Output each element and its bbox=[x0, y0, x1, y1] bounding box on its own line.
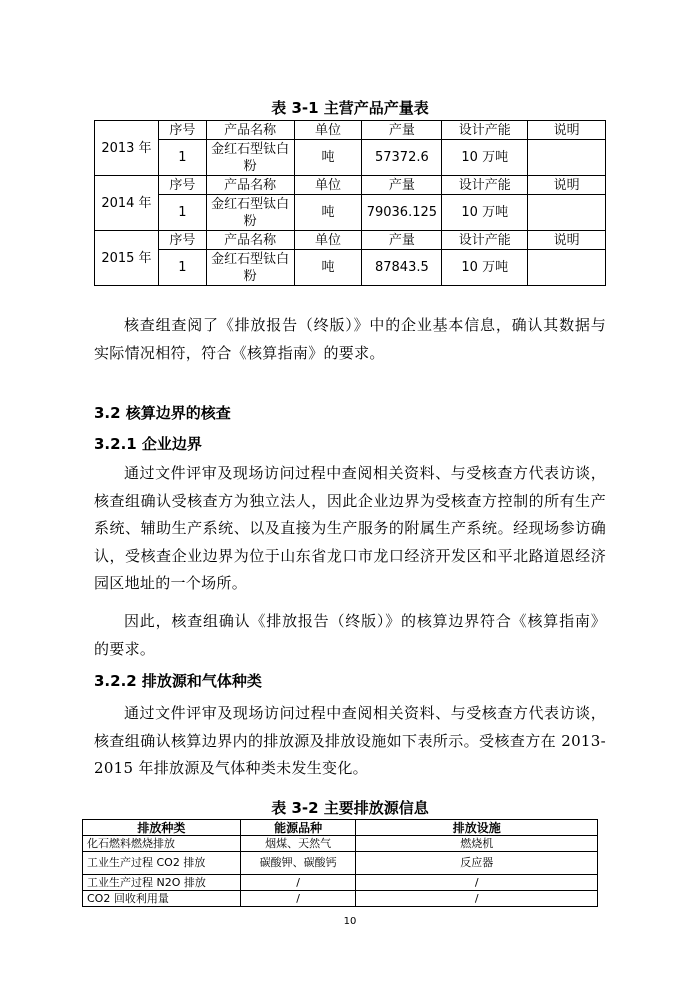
year-cell: 2014 年 bbox=[95, 176, 159, 231]
table2-caption: 表 3-2 主要排放源信息 bbox=[271, 799, 429, 817]
subsection-heading: 3.2.1 企业边界 bbox=[94, 435, 202, 453]
table-cell: 1 bbox=[158, 140, 206, 176]
table-cell: / bbox=[356, 875, 598, 891]
table-row bbox=[95, 176, 606, 195]
table-cell: 吨 bbox=[294, 195, 362, 231]
header-cell: 设计产能 bbox=[442, 121, 528, 140]
table-cell: 烟煤、天然气 bbox=[240, 836, 356, 852]
table1-caption: 表 3-1 主营产品产量表 bbox=[271, 99, 429, 117]
table-row bbox=[95, 140, 606, 176]
table-cell: CO2 回收利用量 bbox=[83, 891, 241, 907]
product-output-table bbox=[94, 120, 606, 286]
header-cell: 能源品种 bbox=[240, 820, 356, 836]
section-heading: 3.2 核算边界的核查 bbox=[94, 404, 231, 422]
header-cell: 产量 bbox=[362, 121, 442, 140]
header-cell: 序号 bbox=[158, 121, 206, 140]
table-cell: 10 万吨 bbox=[442, 250, 528, 286]
table-cell: 燃烧机 bbox=[356, 836, 598, 852]
header-cell: 产品名称 bbox=[206, 176, 294, 195]
year-cell: 2015 年 bbox=[95, 231, 159, 286]
page-number: 10 bbox=[343, 916, 357, 927]
table-cell: 反应器 bbox=[356, 852, 598, 875]
table-cell: 10 万吨 bbox=[442, 195, 528, 231]
table-cell: 10 万吨 bbox=[442, 140, 528, 176]
table-cell: 吨 bbox=[294, 250, 362, 286]
header-cell: 设计产能 bbox=[442, 176, 528, 195]
paragraph: 通过文件评审及现场访问过程中查阅相关资料、与受核查方代表访谈，核查组确认受核查方为独立法人，因此企业边界为受核查方控制的所有生产系统、辅助生产系统、以及直接为生产服务的附属生产系统。经现场参访确认，受核查企业边界为位于山东省龙口市龙口经济开发区和平北路道恩经济园区地址的一个场所。 bbox=[94, 464, 606, 592]
paragraph: 核查组查阅了《排放报告（终版）》中的企业基本信息，确认其数据与实际情况相符，符合《核算指南》的要求。 bbox=[94, 316, 606, 362]
paragraph: 通过文件评审及现场访问过程中查阅相关资料、与受核查方代表访谈，核查组确认核算边界内的排放源及排放设施如下表所示。受核查方在 2013-2015 年排放源及气体种类未发生变化。 bbox=[94, 704, 606, 777]
table-header-row bbox=[83, 820, 598, 836]
header-cell: 产量 bbox=[362, 231, 442, 250]
header-cell: 单位 bbox=[294, 176, 362, 195]
header-cell: 产量 bbox=[362, 176, 442, 195]
table-cell: 吨 bbox=[294, 140, 362, 176]
header-cell: 说明 bbox=[528, 231, 606, 250]
table-row bbox=[95, 250, 606, 286]
table-cell: 工业生产过程 N2O 排放 bbox=[83, 875, 241, 891]
header-cell: 单位 bbox=[294, 231, 362, 250]
table-cell: 工业生产过程 CO2 排放 bbox=[83, 852, 241, 875]
table-cell: / bbox=[240, 891, 356, 907]
table-cell: / bbox=[240, 875, 356, 891]
header-cell: 设计产能 bbox=[442, 231, 528, 250]
table-row bbox=[83, 875, 598, 891]
table-row bbox=[95, 121, 606, 140]
table-cell bbox=[528, 140, 606, 176]
paragraph: 因此，核查组确认《排放报告（终版）》的核算边界符合《核算指南》的要求。 bbox=[94, 612, 606, 658]
table-row bbox=[95, 195, 606, 231]
table-cell: 金红石型钛白粉 bbox=[206, 250, 294, 286]
header-cell: 单位 bbox=[294, 121, 362, 140]
table-cell: 金红石型钛白粉 bbox=[206, 140, 294, 176]
table-cell: 57372.6 bbox=[362, 140, 442, 176]
subsection-heading: 3.2.2 排放源和气体种类 bbox=[94, 672, 262, 690]
header-cell: 说明 bbox=[528, 121, 606, 140]
header-cell: 序号 bbox=[158, 231, 206, 250]
header-cell: 产品名称 bbox=[206, 231, 294, 250]
table-cell: 1 bbox=[158, 195, 206, 231]
table-row bbox=[83, 852, 598, 875]
table-cell: 79036.125 bbox=[362, 195, 442, 231]
table-cell: 碳酸钾、碳酸钙 bbox=[240, 852, 356, 875]
table-row bbox=[95, 231, 606, 250]
header-cell: 排放设施 bbox=[356, 820, 598, 836]
table-cell: 金红石型钛白粉 bbox=[206, 195, 294, 231]
table-row bbox=[83, 891, 598, 907]
emission-source-table bbox=[82, 819, 598, 907]
table-cell: / bbox=[356, 891, 598, 907]
table-cell: 化石燃料燃烧排放 bbox=[83, 836, 241, 852]
table-cell: 87843.5 bbox=[362, 250, 442, 286]
table-cell bbox=[528, 195, 606, 231]
table-cell bbox=[528, 250, 606, 286]
year-cell: 2013 年 bbox=[95, 121, 159, 176]
header-cell: 说明 bbox=[528, 176, 606, 195]
table-cell: 1 bbox=[158, 250, 206, 286]
header-cell: 产品名称 bbox=[206, 121, 294, 140]
table-row bbox=[83, 836, 598, 852]
header-cell: 排放种类 bbox=[83, 820, 241, 836]
header-cell: 序号 bbox=[158, 176, 206, 195]
